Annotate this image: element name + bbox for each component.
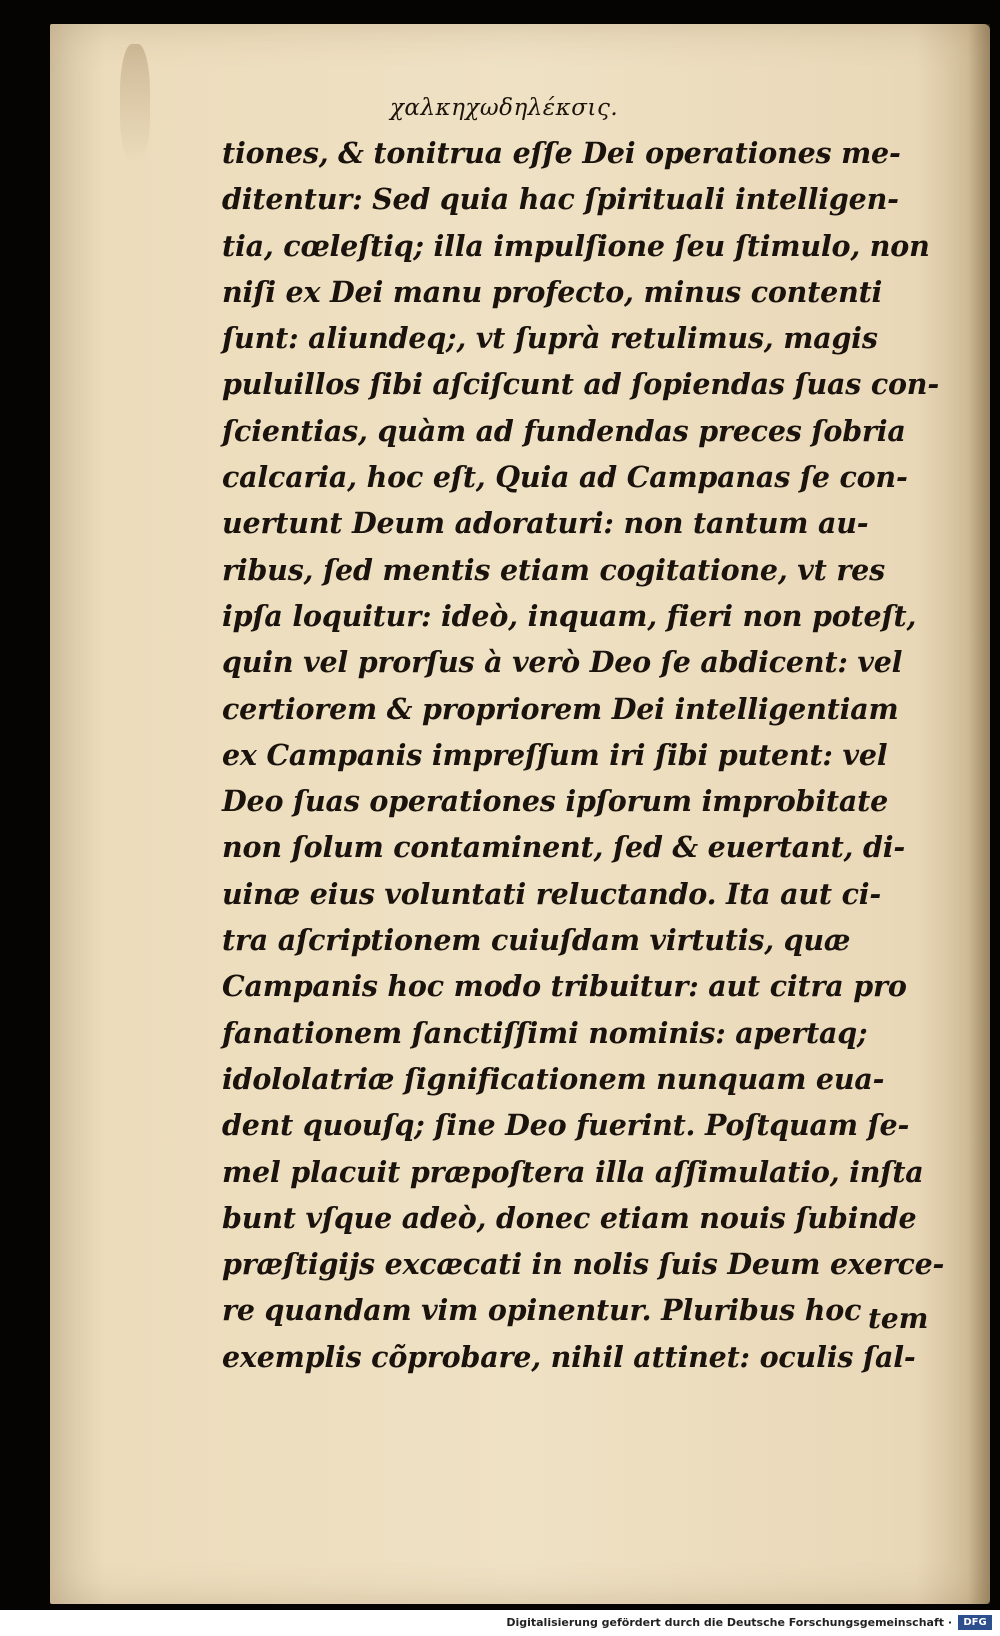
text-line: ſunt: aliundeq;, vt ſuprà retulimus, magis: [222, 321, 878, 356]
text-line: tia, cœleſtiq; illa impulſione ſeu ſtimulo, non: [222, 228, 930, 263]
text-line: fanationem ſanctiſſimi nominis: apertaq;: [222, 1015, 868, 1050]
text-line: Campanis hoc modo tribuitur: aut citra pro: [222, 969, 907, 1004]
page-edge-shadow: [968, 24, 990, 1604]
text-line: re quandam vim opinentur. Pluribus hoc: [222, 1293, 862, 1328]
text-line: puluillos ſibi aſciſcunt ad ſopiendas ſuas con-: [222, 367, 939, 402]
text-line: ribus, ſed mentis etiam cogitatione, vt res: [222, 552, 885, 587]
text-line: tiones, & tonitrua eſſe Dei operationes me-: [222, 136, 901, 170]
text-line: ſcientias, quàm ad fundendas preces ſobria: [222, 413, 906, 448]
text-line: ipſa loquitur: ideò, inquam, fieri non poteſt,: [222, 598, 917, 633]
digitization-footer: [0, 1610, 1000, 1636]
text-line: præſtigijs excæcati in nolis ſuis Deum exerce-: [222, 1247, 945, 1282]
funding-notice: Digitalisierung gefördert durch die Deutsche Forschungsgemeinschaft ·: [506, 1616, 952, 1629]
text-line: Deo ſuas operationes ipſorum improbitate: [222, 784, 889, 819]
text-line: calcaria, hoc eſt, Quia ad Campanas ſe con-: [222, 460, 908, 495]
text-line: non ſolum contaminent, ſed & euertant, di-: [222, 830, 905, 865]
text-line: exemplis cõprobare, nihil attinet: oculis ſal-: [222, 1339, 916, 1374]
text-line: idololatriæ ſignificationem nunquam eua-: [222, 1061, 885, 1096]
text-line: tra aſcriptionem cuiuſdam virtutis, quæ: [222, 923, 851, 958]
text-line: mel placuit præpoſtera illa aſſimulatio, inſta: [222, 1154, 924, 1189]
dfg-logo: DFG: [958, 1615, 992, 1630]
text-line: dent quouſq; ſine Deo fuerint. Poſtquam ſe-: [222, 1108, 910, 1143]
body-text: [222, 130, 945, 1380]
running-head: χαλκηχωδηλέκσις.: [390, 95, 619, 121]
paper-stain: [120, 44, 150, 164]
text-line: niſi ex Dei manu profecto, minus contenti: [222, 274, 883, 309]
catchword: tem: [868, 1302, 929, 1335]
text-line: ex Campanis impreſſum iri ſibi putent: vel: [222, 737, 888, 772]
text-line: uinæ eius voluntati reluctando. Ita aut ci-: [222, 876, 882, 911]
text-line: bunt vſque adeò, donec etiam nouis ſubinde: [222, 1200, 917, 1235]
text-line: quin vel prorſus à verò Deo ſe abdicent: vel: [222, 645, 903, 680]
text-line: ditentur: Sed quia hac ſpirituali intelligen-: [222, 182, 899, 217]
text-line: uertunt Deum adoraturi: non tantum au-: [222, 506, 869, 541]
text-line: certiorem & propriorem Dei intelligentiam: [222, 691, 899, 726]
